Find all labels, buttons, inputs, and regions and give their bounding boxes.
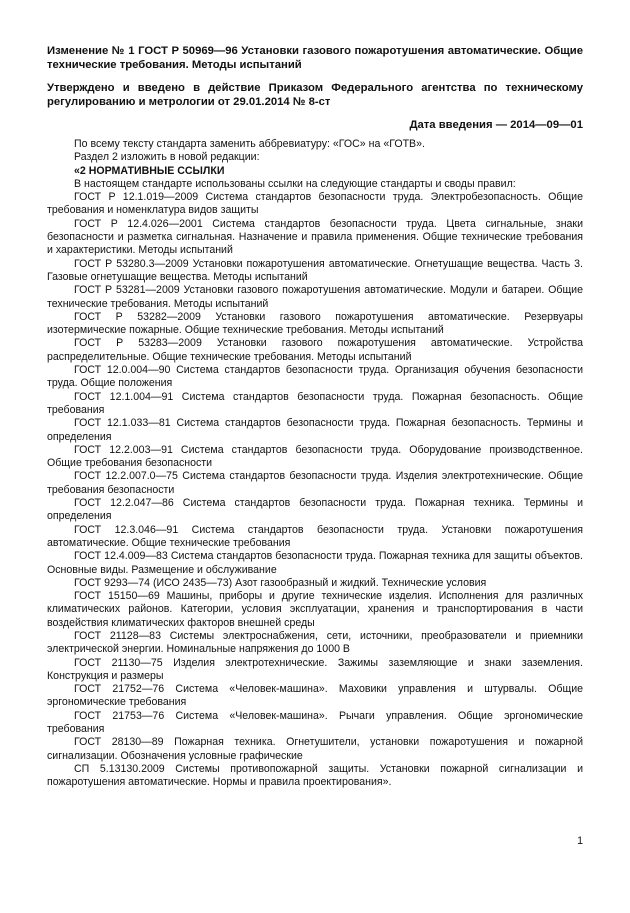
reference-item: ГОСТ 12.0.004—90 Система стандартов безопасности труда. Организация обучения безопасности труда. Общие положения [47,364,583,390]
reference-item: ГОСТ Р 12.1.019—2009 Система стандартов безопасности труда. Электробезопасность. Общие требования и номенклатура видов защиты [47,191,583,217]
reference-item: ГОСТ 21753—76 Система «Человек-машина». Рычаги управления. Общие эргономические требования [47,709,583,736]
reference-item: ГОСТ 21130—75 Изделия электротехнические. Зажимы заземляющие и знаки заземления. Конструкция и размеры [47,656,583,682]
reference-item: ГОСТ 21752—76 Система «Человек-машина». Маховики управления и штурвалы. Общие эргономические требования [47,683,583,709]
reference-item: ГОСТ 12.2.047—86 Система стандартов безопасности труда. Пожарная техника. Термины и определения [47,497,583,523]
reference-item: ГОСТ Р 53280.3—2009 Установки пожаротушения автоматические. Огнетушащие вещества. Часть 3. Газовые огнетушащие вещества. Методы испытаний [47,257,583,283]
reference-item: ГОСТ 12.4.009—83 Система стандартов безопасности труда. Пожарная техника для защиты объектов. Основные виды. Размещение и обслуживание [47,550,583,576]
approval-statement: Утверждено и введено в действие Приказом Федерального агентства по техническому регулированию и метрологии от 29.01.2014 № 8-ст [47,82,583,109]
reference-item: ГОСТ 12.3.046—91 Система стандартов безопасности труда. Установки пожаротушения автоматические. Общие технические требования [47,523,583,549]
section-instruction: Раздел 2 изложить в новой редакции: [74,151,260,164]
reference-item: ГОСТ 12.2.007.0—75 Система стандартов безопасности труда. Изделия электротехнические. Общие требования безопасности [47,470,583,496]
reference-item: ГОСТ Р 53283—2009 Установки газового пожаротушения автоматические. Устройства распределительные. Общие технические требования. Методы испытаний [47,337,583,363]
reference-item: ГОСТ Р 53282—2009 Установки газового пожаротушения автоматические. Резервуары изотермические пожарные. Общие технические требования. Методы испытаний [47,310,583,337]
page-number: 1 [577,835,583,847]
reference-item: ГОСТ Р 12.4.026—2001 Система стандартов безопасности труда. Цвета сигнальные, знаки безопасности и разметка сигнальная. Назначение и правила применения. Общие технические требования и характеристики. Методы испытаний [47,217,583,257]
reference-item: ГОСТ 15150—69 Машины, приборы и другие технические изделия. Исполнения для различных климатических районов. Категории, условия эксплуатации, хранения и транспортирования в части воздействия климатических факторов внешней среды [47,590,583,629]
intro-paragraph: По всему тексту стандарта заменить аббревиатуру: «ГОС» на «ГОТВ». [74,138,425,150]
amendment-title: Изменение № 1 ГОСТ Р 50969—96 Установки газового пожаротушения автоматические. Общие технические требования. Методы испытаний [47,45,583,72]
reference-item: ГОСТ 9293—74 (ИСО 2435—73) Азот газообразный и жидкий. Технические условия [74,576,487,589]
effective-date: Дата введения — 2014—09—01 [409,119,583,131]
references-intro: В настоящем стандарте использованы ссылки на следующие стандарты и своды правил: [74,177,516,190]
reference-item: ГОСТ 12.1.033—81 Система стандартов безопасности труда. Пожарная безопасность. Термины и определения [47,417,583,443]
reference-item: ГОСТ 28130—89 Пожарная техника. Огнетушители, установки пожаротушения и пожарной сигнализации. Обозначения условные графические [47,736,583,762]
reference-item: СП 5.13130.2009 Системы противопожарной защиты. Установки пожарной сигнализации и пожаротушения автоматические. Нормы и правила проектирования». [47,762,583,789]
reference-item: ГОСТ 12.1.004—91 Система стандартов безопасности труда. Пожарная безопасность. Общие требования [47,390,583,416]
reference-item: ГОСТ 21128—83 Системы электроснабжения, сети, источники, преобразователи и приемники электрической энергии. Номинальные напряжения до 1000 В [47,629,583,656]
reference-item: ГОСТ Р 53281—2009 Установки газового пожаротушения автоматические. Модули и батареи. Общие технические требования. Методы испытаний [47,284,583,310]
document-body [47,138,583,790]
section-heading: «2 НОРМАТИВНЫЕ ССЫЛКИ [74,164,225,177]
reference-item: ГОСТ 12.2.003—91 Система стандартов безопасности труда. Оборудование производственное. Общие требования безопасности [47,443,583,470]
